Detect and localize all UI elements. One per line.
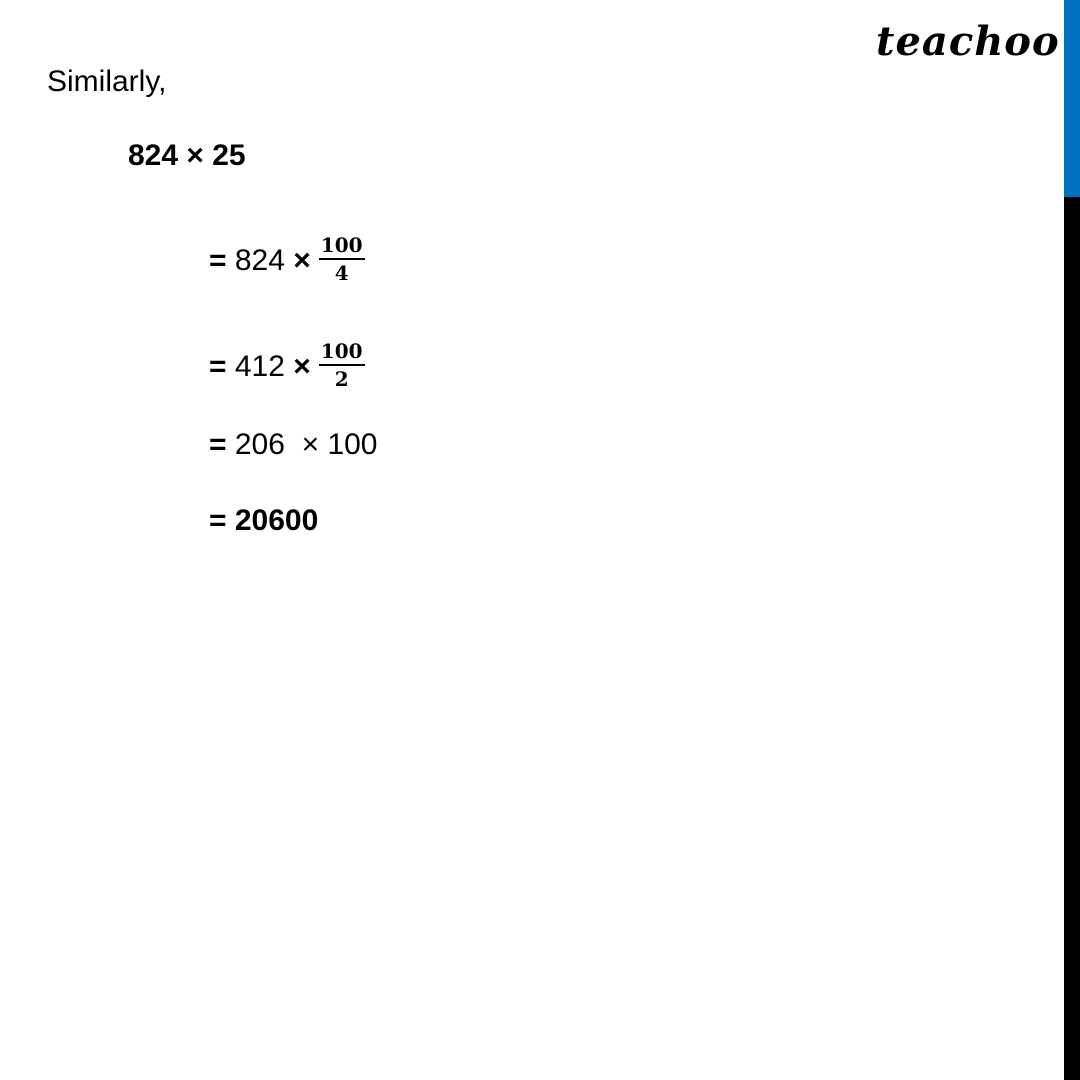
step-2 (209, 339, 365, 392)
fraction-denominator: 2 (334, 367, 349, 391)
equals-sign: = (209, 428, 235, 461)
right-edge-bar (1064, 0, 1080, 1080)
right-edge-accent (1064, 0, 1080, 197)
step-3-text: 206 × 100 (234, 428, 378, 461)
step-1-lhs: 824 (234, 244, 285, 277)
times-sign: × (284, 350, 311, 383)
problem-expression: 824 × 25 (128, 139, 246, 172)
fraction-numerator: 100 (319, 234, 365, 260)
teachoo-logo: teachoo (876, 18, 1060, 65)
times-sign: × (284, 244, 311, 277)
fraction-denominator: 4 (334, 261, 349, 285)
final-result: = 20600 (209, 504, 319, 537)
equals-sign: = (209, 350, 235, 383)
step-2-fraction (319, 340, 365, 390)
intro-text: Similarly, (47, 65, 167, 98)
step-1 (209, 233, 365, 286)
step-2-lhs: 412 (234, 350, 285, 383)
step-1-fraction (319, 234, 365, 284)
equals-sign: = (209, 244, 235, 277)
step-3 (209, 427, 378, 463)
fraction-numerator: 100 (319, 340, 365, 366)
